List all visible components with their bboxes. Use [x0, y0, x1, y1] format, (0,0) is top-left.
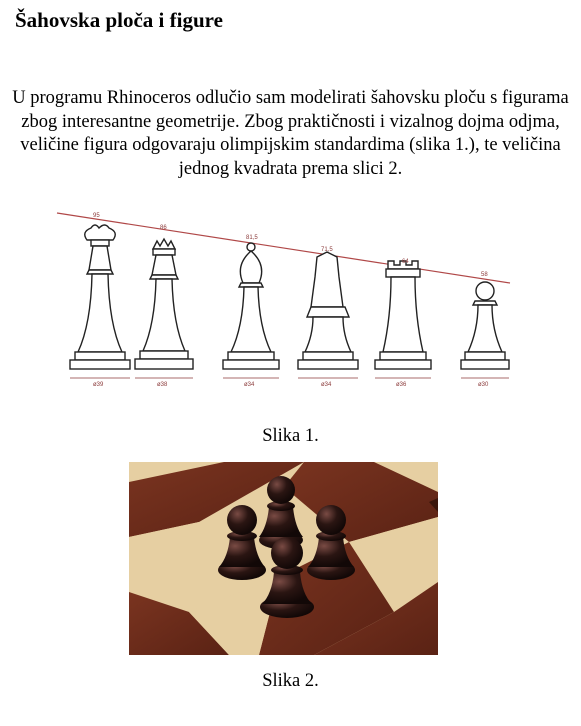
figure2-caption: Slika 2. [262, 671, 319, 691]
pawn-piece [461, 282, 509, 369]
queen-piece [135, 239, 193, 369]
knight-piece [298, 252, 358, 369]
king-piece [70, 225, 130, 369]
intro-paragraph: U programu Rhinoceros odlučio sam modelirati šahovsku ploču s figurama zbog interesantne geometrije. Zbog praktičnosti i vizalnog dojma odjma, veličine figura odgovaraju olimpijskim standardima (slika 1.), te veličina jednog kvadrata prema slici 2. [12, 88, 569, 179]
height-label-rook: 64 [402, 259, 409, 265]
chessboard-pawns-photo [129, 462, 438, 655]
bishop-piece [223, 243, 279, 369]
page-title: Šahovska ploča i figure [15, 8, 223, 32]
base-label-knight: ø34 [321, 382, 332, 388]
base-label-king: ø39 [93, 382, 104, 388]
height-label-bishop: 81,5 [246, 235, 258, 241]
height-label-queen: 86 [160, 225, 167, 231]
base-label-pawn: ø30 [478, 382, 489, 388]
height-label-king: 95 [93, 213, 100, 219]
base-label-queen: ø38 [157, 382, 168, 388]
base-label-rook: ø36 [396, 382, 407, 388]
figure1-caption: Slika 1. [262, 426, 319, 446]
chess-pieces-dimension-figure [55, 205, 525, 390]
base-label-bishop: ø34 [244, 382, 255, 388]
height-label-knight: 71,5 [321, 247, 333, 253]
height-line [57, 213, 510, 283]
rook-piece [375, 261, 431, 369]
height-label-pawn: 58 [481, 272, 488, 278]
